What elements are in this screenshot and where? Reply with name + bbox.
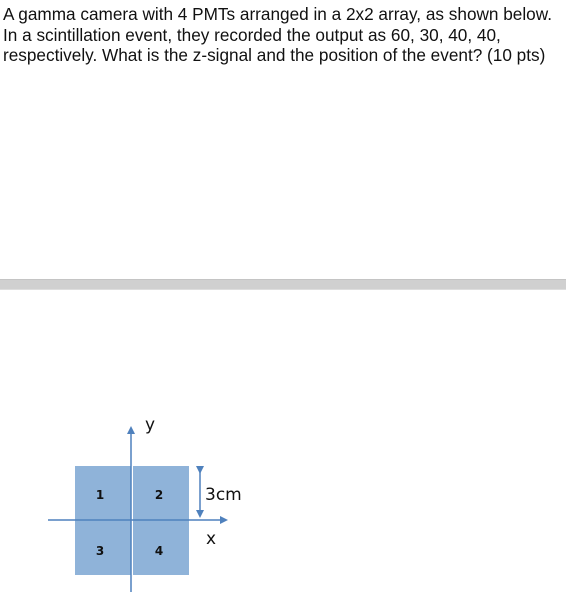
y-axis-label: y bbox=[145, 415, 156, 435]
dimension-label: 3cm bbox=[205, 485, 242, 505]
x-axis-label: x bbox=[206, 529, 217, 549]
pmt-label-2: 2 bbox=[154, 488, 164, 502]
question-text: A gamma camera with 4 PMTs arranged in a 2x2 array, as shown below. In a scintillation event, they recorded the output as 60, 30, 40, 40, respectively. What is the z-signal and the position of the event? (10 pts) bbox=[3, 4, 552, 65]
pmt-label-1: 1 bbox=[95, 488, 105, 502]
pmt-label-3: 3 bbox=[95, 544, 105, 558]
pmt-label-4: 4 bbox=[154, 544, 164, 558]
